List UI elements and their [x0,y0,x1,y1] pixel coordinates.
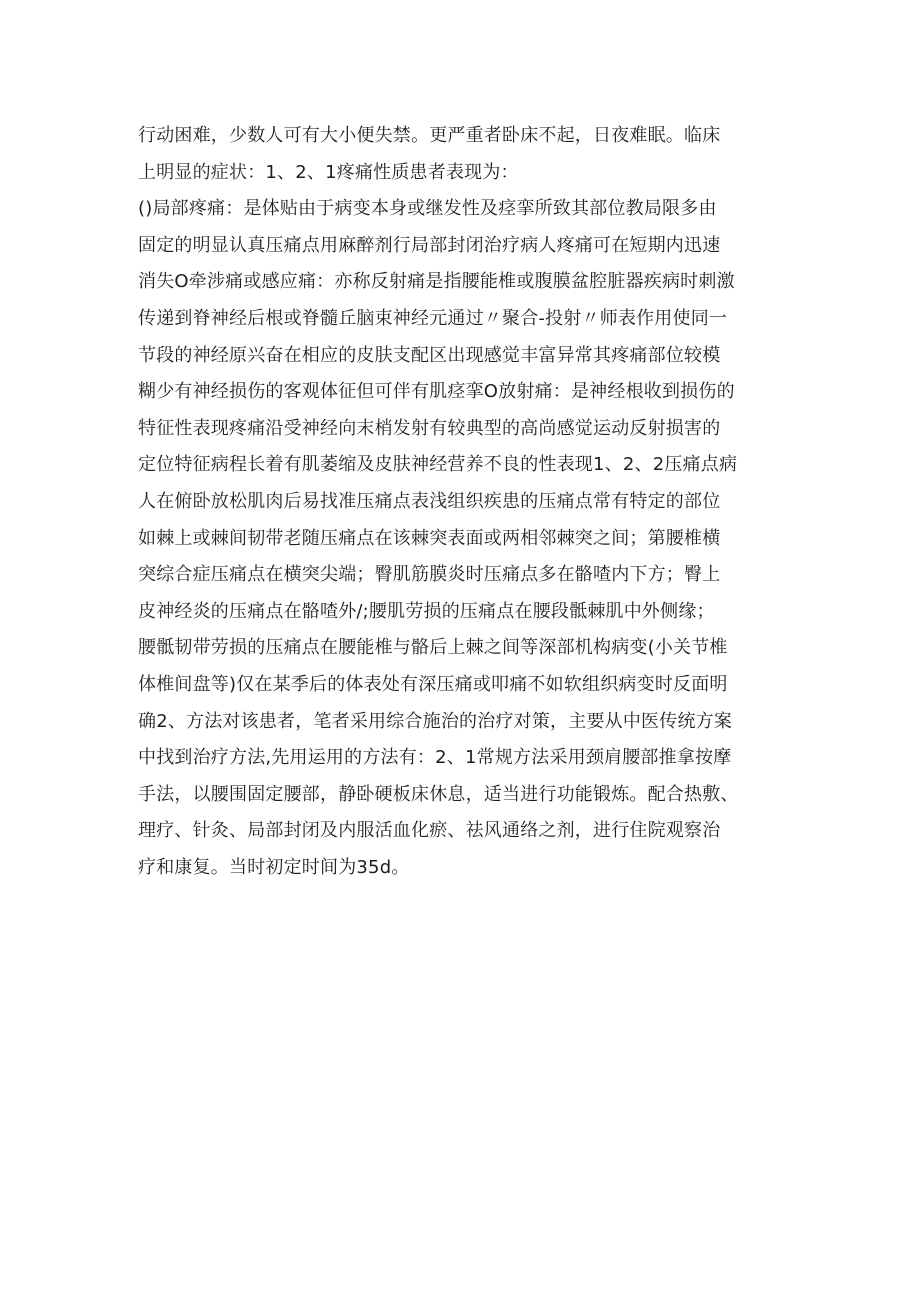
body-text [138,118,798,886]
text-line-10: 定位特征病程长着有肌萎缩及皮肤神经营养不良的性表现1、2、2压痛点病 [138,454,738,476]
text-line-8: 糊少有神经损伤的客观体征但可伴有肌痉挛O放射痛：是神经根收到损伤的 [138,381,735,403]
text-line-13: 突综合症压痛点在横突尖端；臀肌筋膜炎时压痛点多在骼喳内下方；臀上 [138,564,721,586]
text-line-14: 皮神经炎的压痛点在骼喳外/;腰肌劳损的压痛点在腰段骶棘肌中外侧缘； [138,600,715,622]
text-line-5: 消失O牵涉痛或感应痛：亦称反射痛是指腰能椎或腹膜盆腔脏器疾病时刺激 [138,271,735,293]
text-line-4: 固定的明显认真压痛点用麻醉剂行局部封闭治疗病人疼痛可在短期内迅速 [138,234,721,256]
text-line-20: 理疗、针灸、局部封闭及内服活血化瘀、祛风通络之剂，进行住院观察治 [138,820,721,842]
text-line-2: 上明显的症状：1、2、1疼痛性质患者表现为： [138,161,519,183]
text-line-9: 特征性表现疼痛沿受神经向末梢发射有较典型的高尚感觉运动反射损害的 [138,417,721,439]
text-line-15: 腰骶韧带劳损的压痛点在腰能椎与骼后上棘之间等深部机构病变(小关节椎 [138,637,728,659]
text-line-6: 传递到脊神经后根或脊髓丘脑束神经元通过〃聚合-投射〃师表作用使同一 [138,307,728,329]
text-line-12: 如棘上或棘间韧带老随压痛点在该棘突表面或两相邻棘突之间；第腰椎横 [138,527,721,549]
text-line-17: 确2、方法对该患者，笔者采用综合施治的治疗对策，主要从中医传统方案 [138,710,733,732]
text-line-3: ()局部疼痛：是体贴由于病变本身或继发性及痉挛所致其部位教局限多由 [138,198,717,220]
text-line-11: 人在俯卧放松肌肉后易找准压痛点表浅组织疾患的压痛点常有特定的部位 [138,490,721,512]
text-line-7: 节段的神经原兴奋在相应的皮肤支配区出现感觉丰富异常其疼痛部位较模 [138,344,721,366]
text-line-21: 疗和康复。当时初定时间为35d。 [138,856,410,878]
text-line-19: 手法，以腰围固定腰部，静卧硬板床休息，适当进行功能锻炼。配合热敷、 [138,783,739,805]
text-line-16: 体椎间盘等)仅在某季后的体表处有深压痛或叩痛不如软组织病变时反面明 [138,673,728,695]
text-line-1: 行动困难，少数人可有大小便失禁。更严重者卧床不起，日夜难眠。临床 [138,125,721,146]
text-line-18: 中找到治疗方法,先用运用的方法有：2、1常规方法采用颈肩腰部推拿按摩 [138,747,732,769]
